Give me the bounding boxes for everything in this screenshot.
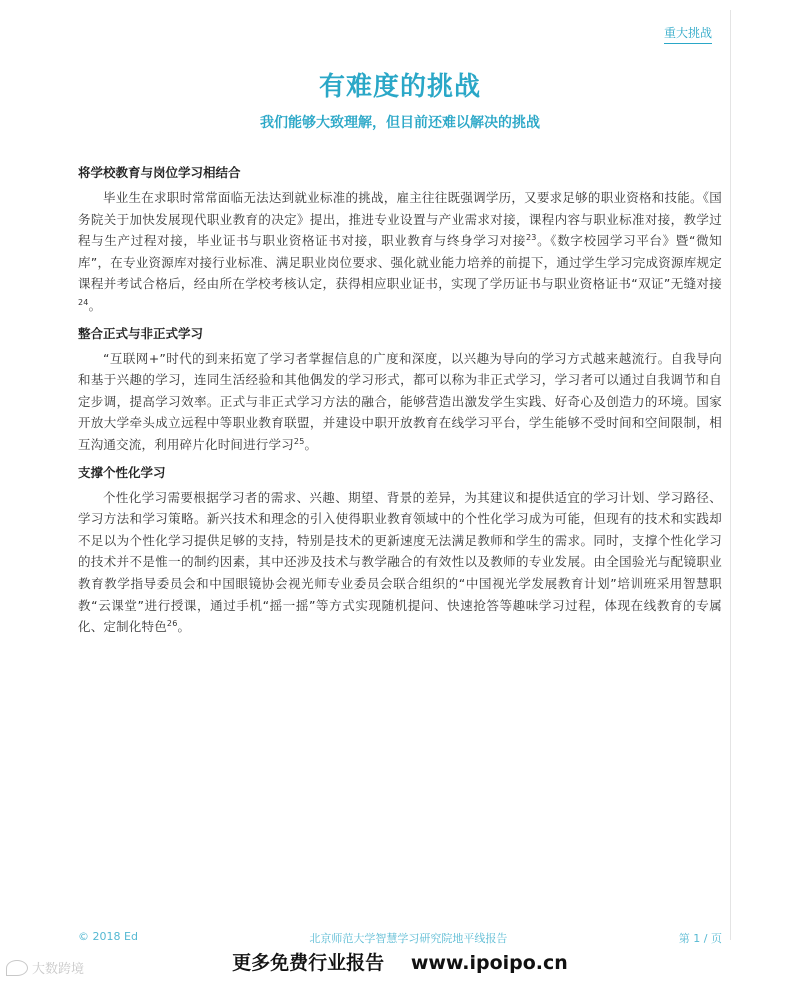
paragraph-text: 。	[304, 436, 318, 452]
main-content	[78, 162, 722, 644]
promo-bar	[0, 948, 800, 978]
footnote-ref: 25	[293, 436, 305, 446]
promo-link[interactable]: www.ipoipo.cn	[410, 952, 568, 974]
paragraph-text: 。《数字校园学习平台》暨“微知库”，在专业资源库对接行业标准、满足职业岗位要求、强化就业能力培养的前提下，通过学生学习完成资源库规定课程并考试合格后，经由所在学校考核认定，获得相应职业证书，实现了学历证书与职业资格证书“双证”无缝对接	[78, 233, 722, 292]
section	[78, 162, 722, 317]
page-title: 有难度的挑战	[318, 72, 481, 102]
chapter-tag: 重大挑战	[664, 24, 712, 44]
paragraph-text: 。	[177, 619, 191, 635]
watermark	[6, 958, 84, 977]
paragraph-text: “互联网+”时代的到来拓宽了学习者掌握信息的广度和深度，以兴趣为导向的学习方式越来越流行。自我导向和基于兴趣的学习，连同生活经验和其他偶发的学习形式，都可以称为非正式学习，学习者可以通过自我调节和自定步调，提高学习效率。正式与非正式学习方法的融合，能够营造出激发学生实践、好奇心及创造力的环境。国家开放大学牵头成立远程中等职业教育联盟，并建设中职开放教育在线学习平台，学生能够不受时间和空间限制，相互沟通交流，利用碎片化时间进行学习	[78, 350, 722, 452]
paragraph-text: 个性化学习需要根据学习者的需求、兴趣、期望、背景的差异，为其建议和提供适宜的学习计划、学习路径、学习方法和学习策略。新兴技术和理念的引入使得职业教育领域中的个性化学习成为可能，但现有的技术和实践却不足以为个性化学习提供足够的支持，特别是技术的更新速度无法满足教师和学生的需求。同时，支撑个性化学习的技术并不是惟一的制约因素，其中还涉及技术与教学融合的有效性以及教师的专业发展。由全国验光与配镜职业教育教学指导委员会和中国眼镜协会视光师专业委员会联合组织的“中国视光学发展教育计划”培训班采用智慧职教“云课堂”进行授课，通过手机“摇一摇”等方式实现随机提问、快速抢答等趣味学习过程，体现在线教育的专属化、定制化特色	[78, 489, 722, 635]
section-heading: 将学校教育与岗位学习相结合	[78, 165, 241, 180]
paragraph-text: 。	[88, 297, 102, 313]
page-footer	[78, 930, 722, 944]
watermark-text: 大数跨境	[32, 962, 85, 977]
section-heading: 整合正式与非正式学习	[78, 325, 204, 341]
promo-text: 更多免费行业报告	[232, 952, 385, 974]
section	[78, 462, 722, 638]
section-paragraph	[78, 348, 722, 456]
watermark-logo-icon	[6, 960, 28, 976]
section-heading: 支撑个性化学习	[78, 464, 166, 480]
section-paragraph	[78, 487, 722, 638]
footer-copyright: © 2018 Ed	[78, 930, 138, 943]
footnote-ref: 26	[166, 618, 178, 628]
footer-page-number: 第 1 / 页	[678, 932, 722, 944]
paragraph-text: 毕业生在求职时常常面临无法达到就业标准的挑战，雇主往往既强调学历，又要求足够的职业资格和技能。《国务院关于加快发展现代职业教育的决定》提出，推进专业设置与产业需求对接，课程内容与职业标准对接，教学过程与生产过程对接，毕业证书与职业资格证书对接，职业教育与终身学习对接	[78, 190, 722, 249]
footer-report-name: 北京师范大学智慧学习研究院地平线报告	[309, 932, 508, 944]
footnote-ref: 24	[78, 297, 89, 307]
section-paragraph	[78, 187, 722, 317]
page-subtitle: 我们能够大致理解，但目前还难以解决的挑战	[260, 115, 540, 131]
footnote-ref: 23	[526, 233, 537, 243]
section	[78, 323, 722, 456]
